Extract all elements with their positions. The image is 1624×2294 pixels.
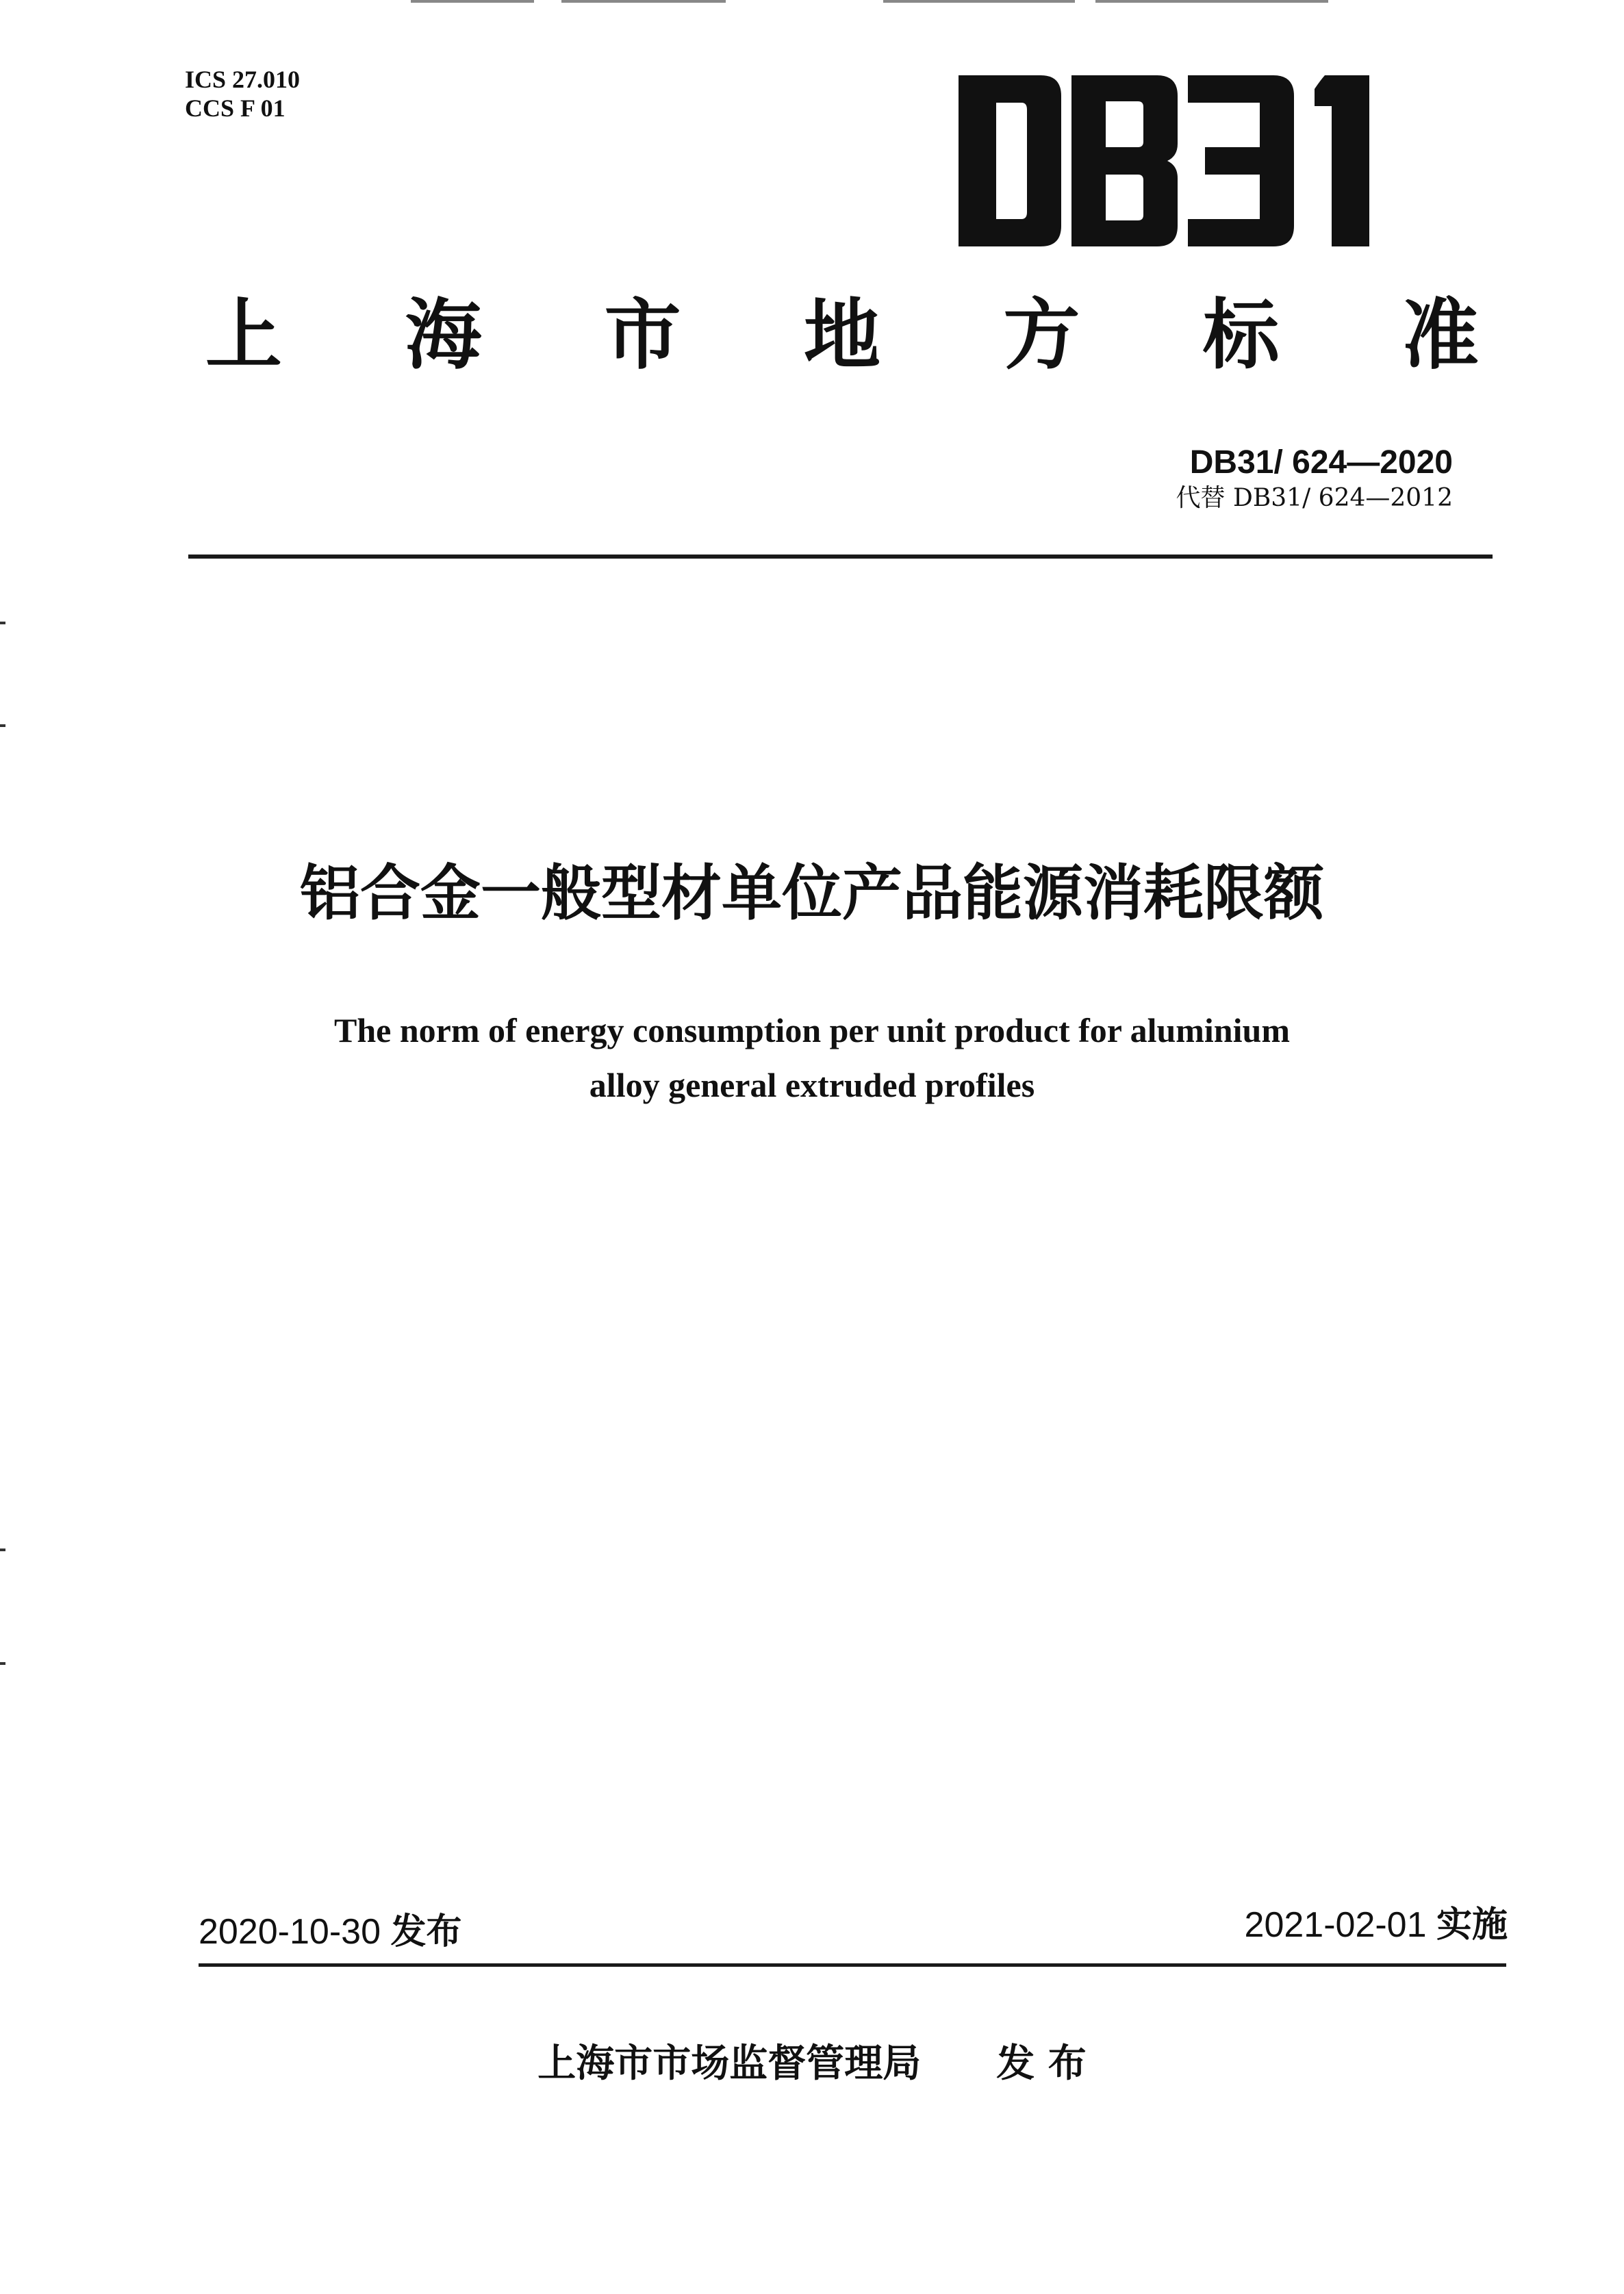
effective-label: 实施 bbox=[1436, 1904, 1508, 1946]
standard-number: DB31/ 624—2020 bbox=[1189, 444, 1453, 481]
issue-date bbox=[199, 1910, 461, 1954]
header-divider bbox=[188, 555, 1493, 559]
edge-mark bbox=[0, 1549, 5, 1551]
publisher-name: 上海市市场监督管理局 bbox=[537, 2041, 922, 2086]
effective-date-value: 2021-02-01 bbox=[1244, 1905, 1427, 1945]
document-title-en bbox=[0, 1003, 1624, 1112]
header-title bbox=[205, 288, 1479, 383]
publisher bbox=[0, 2040, 1624, 2088]
document-title-zh: 铝合金一般型材单位产品能源消耗限额 bbox=[299, 858, 1324, 928]
header-title-char: 地 bbox=[803, 291, 880, 380]
issue-date-value: 2020-10-30 bbox=[199, 1912, 381, 1952]
db31-logo bbox=[959, 75, 1404, 246]
scan-artifact bbox=[411, 0, 534, 3]
edge-mark bbox=[0, 1662, 5, 1665]
effective-date bbox=[1245, 1903, 1508, 1947]
standard-replaces: 代替 DB31/ 624—2012 bbox=[1176, 484, 1453, 512]
header-title-char: 市 bbox=[604, 291, 681, 380]
header-title-char: 上 bbox=[205, 291, 282, 380]
ics-code: ICS 27.010 bbox=[185, 66, 301, 93]
publisher-action: 发 布 bbox=[996, 2041, 1087, 2086]
header-title-char: 准 bbox=[1401, 291, 1479, 380]
footer-divider bbox=[199, 1963, 1506, 1967]
db31-logo-glyphs bbox=[959, 75, 1369, 246]
document-title-en-line1: The norm of energy consumption per unit product for aluminium bbox=[334, 1011, 1290, 1049]
edge-mark bbox=[0, 622, 5, 624]
scan-artifact bbox=[561, 0, 726, 3]
header-title-char: 标 bbox=[1202, 291, 1280, 380]
header-title-char: 海 bbox=[405, 291, 482, 380]
issue-label: 发布 bbox=[390, 1911, 462, 1952]
scan-artifact bbox=[1095, 0, 1328, 3]
ccs-code: CCS F 01 bbox=[185, 94, 286, 122]
header-title-char: 方 bbox=[1003, 291, 1080, 380]
edge-mark bbox=[0, 724, 5, 727]
document-title-en-line2: alloy general extruded profiles bbox=[589, 1066, 1035, 1104]
classification-codes bbox=[185, 65, 300, 123]
scan-artifact bbox=[883, 0, 1075, 3]
